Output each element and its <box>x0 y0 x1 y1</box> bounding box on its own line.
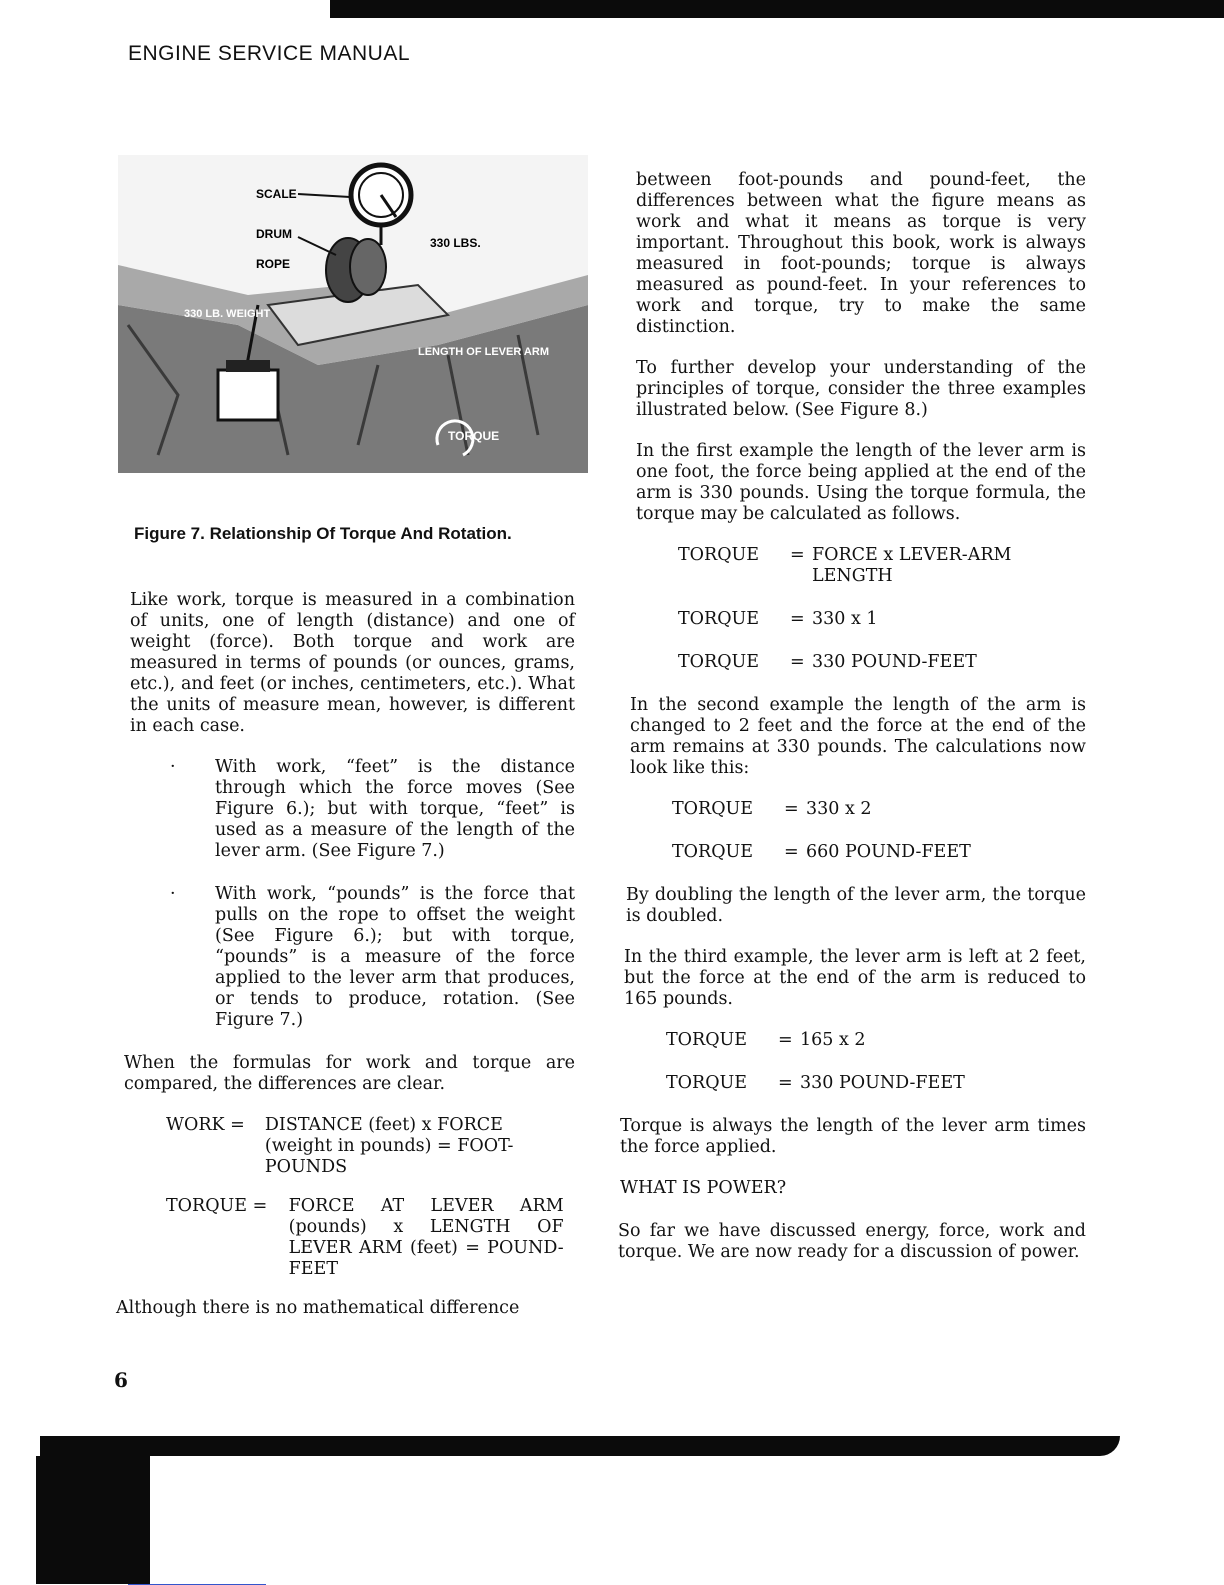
formula-label: WORK = <box>166 1115 245 1135</box>
paragraph: In the second example the length of the arm is changed to 2 feet and the force at the end of the arm remains at 330 pounds. The calculations now look like this: <box>630 695 1086 778</box>
scan-edge-block <box>36 1456 150 1584</box>
equation <box>678 545 1086 587</box>
paragraph: between foot-pounds and pound-feet, the differences between what the figure means as work and what it means as torque is very important. Throughout this book, work is always measured in foot-pounds; torque is always measured as pound-feet. In your references to work and torque, try to make the same distinction. <box>636 170 1086 337</box>
equation-rhs: 330 POUND-FEET <box>812 652 977 672</box>
equation-lhs: TORQUE <box>672 842 754 862</box>
paragraph: By doubling the length of the lever arm, the torque is doubled. <box>626 885 1086 926</box>
paragraph: In the third example, the lever arm is left at 2 feet, but the force at the end of the arm is reduced to 165 pounds. <box>624 947 1086 1009</box>
paragraph: Although there is no mathematical difference <box>116 1298 520 1318</box>
right-column <box>618 170 1086 1283</box>
figure-caption: Figure 7. Relationship Of Torque And Rotation. <box>134 524 512 543</box>
equation-rhs: 165 x 2 <box>800 1030 866 1050</box>
equation <box>678 609 1086 630</box>
equation <box>678 652 1086 673</box>
page-number: 6 <box>114 1368 128 1392</box>
paragraph: Like work, torque is measured in a combination of units, one of length (distance) and one of weight (force). Both torque and work are measured in terms of pounds (or ounces, grams, etc.), and feet (or inches, centimeters, etc.). What the units of measure mean, however, is different in each case. <box>130 590 575 736</box>
equation-rhs: 660 POUND-FEET <box>806 842 971 862</box>
equation-op: = <box>790 609 805 629</box>
paragraph: Torque is always the length of the lever arm times the force applied. <box>620 1116 1086 1157</box>
weight-box <box>218 370 278 420</box>
equation-rhs: 330 x 1 <box>812 609 878 629</box>
label-drum: DRUM <box>256 227 292 241</box>
equation-rhs: 330 x 2 <box>806 799 872 819</box>
bullet-item <box>130 757 575 862</box>
torque-formula <box>166 1196 575 1280</box>
label-rope: ROPE <box>256 257 291 271</box>
label-torque: TORQUE <box>448 429 500 443</box>
equation <box>672 799 1086 820</box>
work-formula <box>166 1115 575 1178</box>
equation-rhs: 330 POUND-FEET <box>800 1073 965 1093</box>
equation <box>672 842 1086 863</box>
equation <box>666 1030 1086 1051</box>
equation-lhs: TORQUE <box>678 609 760 629</box>
paragraph: When the formulas for work and torque are compared, the differences are clear. <box>124 1053 575 1094</box>
bullet-text: With work, “pounds” is the force that pulls on the rope to offset the weight (See Figure 6.); but with torque, “pounds” is a measure of the force applied to the lever arm that produces, or tends to produce, rotation. (See Figure 7.) <box>215 884 575 1030</box>
label-scale-reading: 330 LBS. <box>430 236 481 250</box>
section-heading: WHAT IS POWER? <box>620 1178 787 1198</box>
equation-op: = <box>784 842 799 862</box>
torque-illustration <box>118 155 588 473</box>
equation-op: = <box>778 1073 793 1093</box>
page-header: ENGINE SERVICE MANUAL <box>128 42 411 65</box>
paragraph: So far we have discussed energy, force, work and torque. We are now ready for a discussion of power. <box>618 1221 1086 1262</box>
bottom-border-bar <box>40 1436 1120 1456</box>
bullet-dot: · <box>170 884 176 904</box>
label-scale: SCALE <box>256 187 297 201</box>
equation-op: = <box>790 652 805 672</box>
top-border-bar <box>330 0 1224 18</box>
label-weight: 330 LB. WEIGHT <box>184 308 271 320</box>
formula-body: DISTANCE (feet) x FORCE (weight in pounds) = FOOT-POUNDS <box>264 1115 514 1177</box>
bullet-dot: · <box>170 757 176 777</box>
equation-rhs: FORCE x LEVER-ARM LENGTH <box>812 545 1012 586</box>
label-lever-arm: LENGTH OF LEVER ARM <box>418 346 549 358</box>
equation-lhs: TORQUE <box>672 799 754 819</box>
equation-op: = <box>778 1030 793 1050</box>
equation-lhs: TORQUE <box>666 1073 748 1093</box>
bullet-text: With work, “feet” is the distance through which the force moves (See Figure 6.); but with torque, “feet” is used as a measure of the length of the lever arm. (See Figure 7.) <box>215 757 575 861</box>
formula-label: TORQUE = <box>166 1196 268 1216</box>
equation-op: = <box>790 545 805 565</box>
equation-lhs: TORQUE <box>666 1030 748 1050</box>
equation-lhs: TORQUE <box>678 652 760 672</box>
bullet-item <box>130 884 575 1031</box>
equation <box>666 1073 1086 1094</box>
paragraph: To further develop your understanding of the principles of torque, consider the three examples illustrated below. (See Figure 8.) <box>636 358 1086 420</box>
equation-op: = <box>784 799 799 819</box>
paragraph: In the first example the length of the lever arm is one foot, the force being applied at the end of the arm is 330 pounds. Using the torque formula, the torque may be calculated as follows. <box>636 441 1086 524</box>
equation-lhs: TORQUE <box>678 545 760 565</box>
left-column <box>116 590 575 1339</box>
formula-body: FORCE AT LEVER ARM (pounds) x LENGTH OF LEVER ARM (feet) = POUND-FEET <box>288 1196 564 1279</box>
